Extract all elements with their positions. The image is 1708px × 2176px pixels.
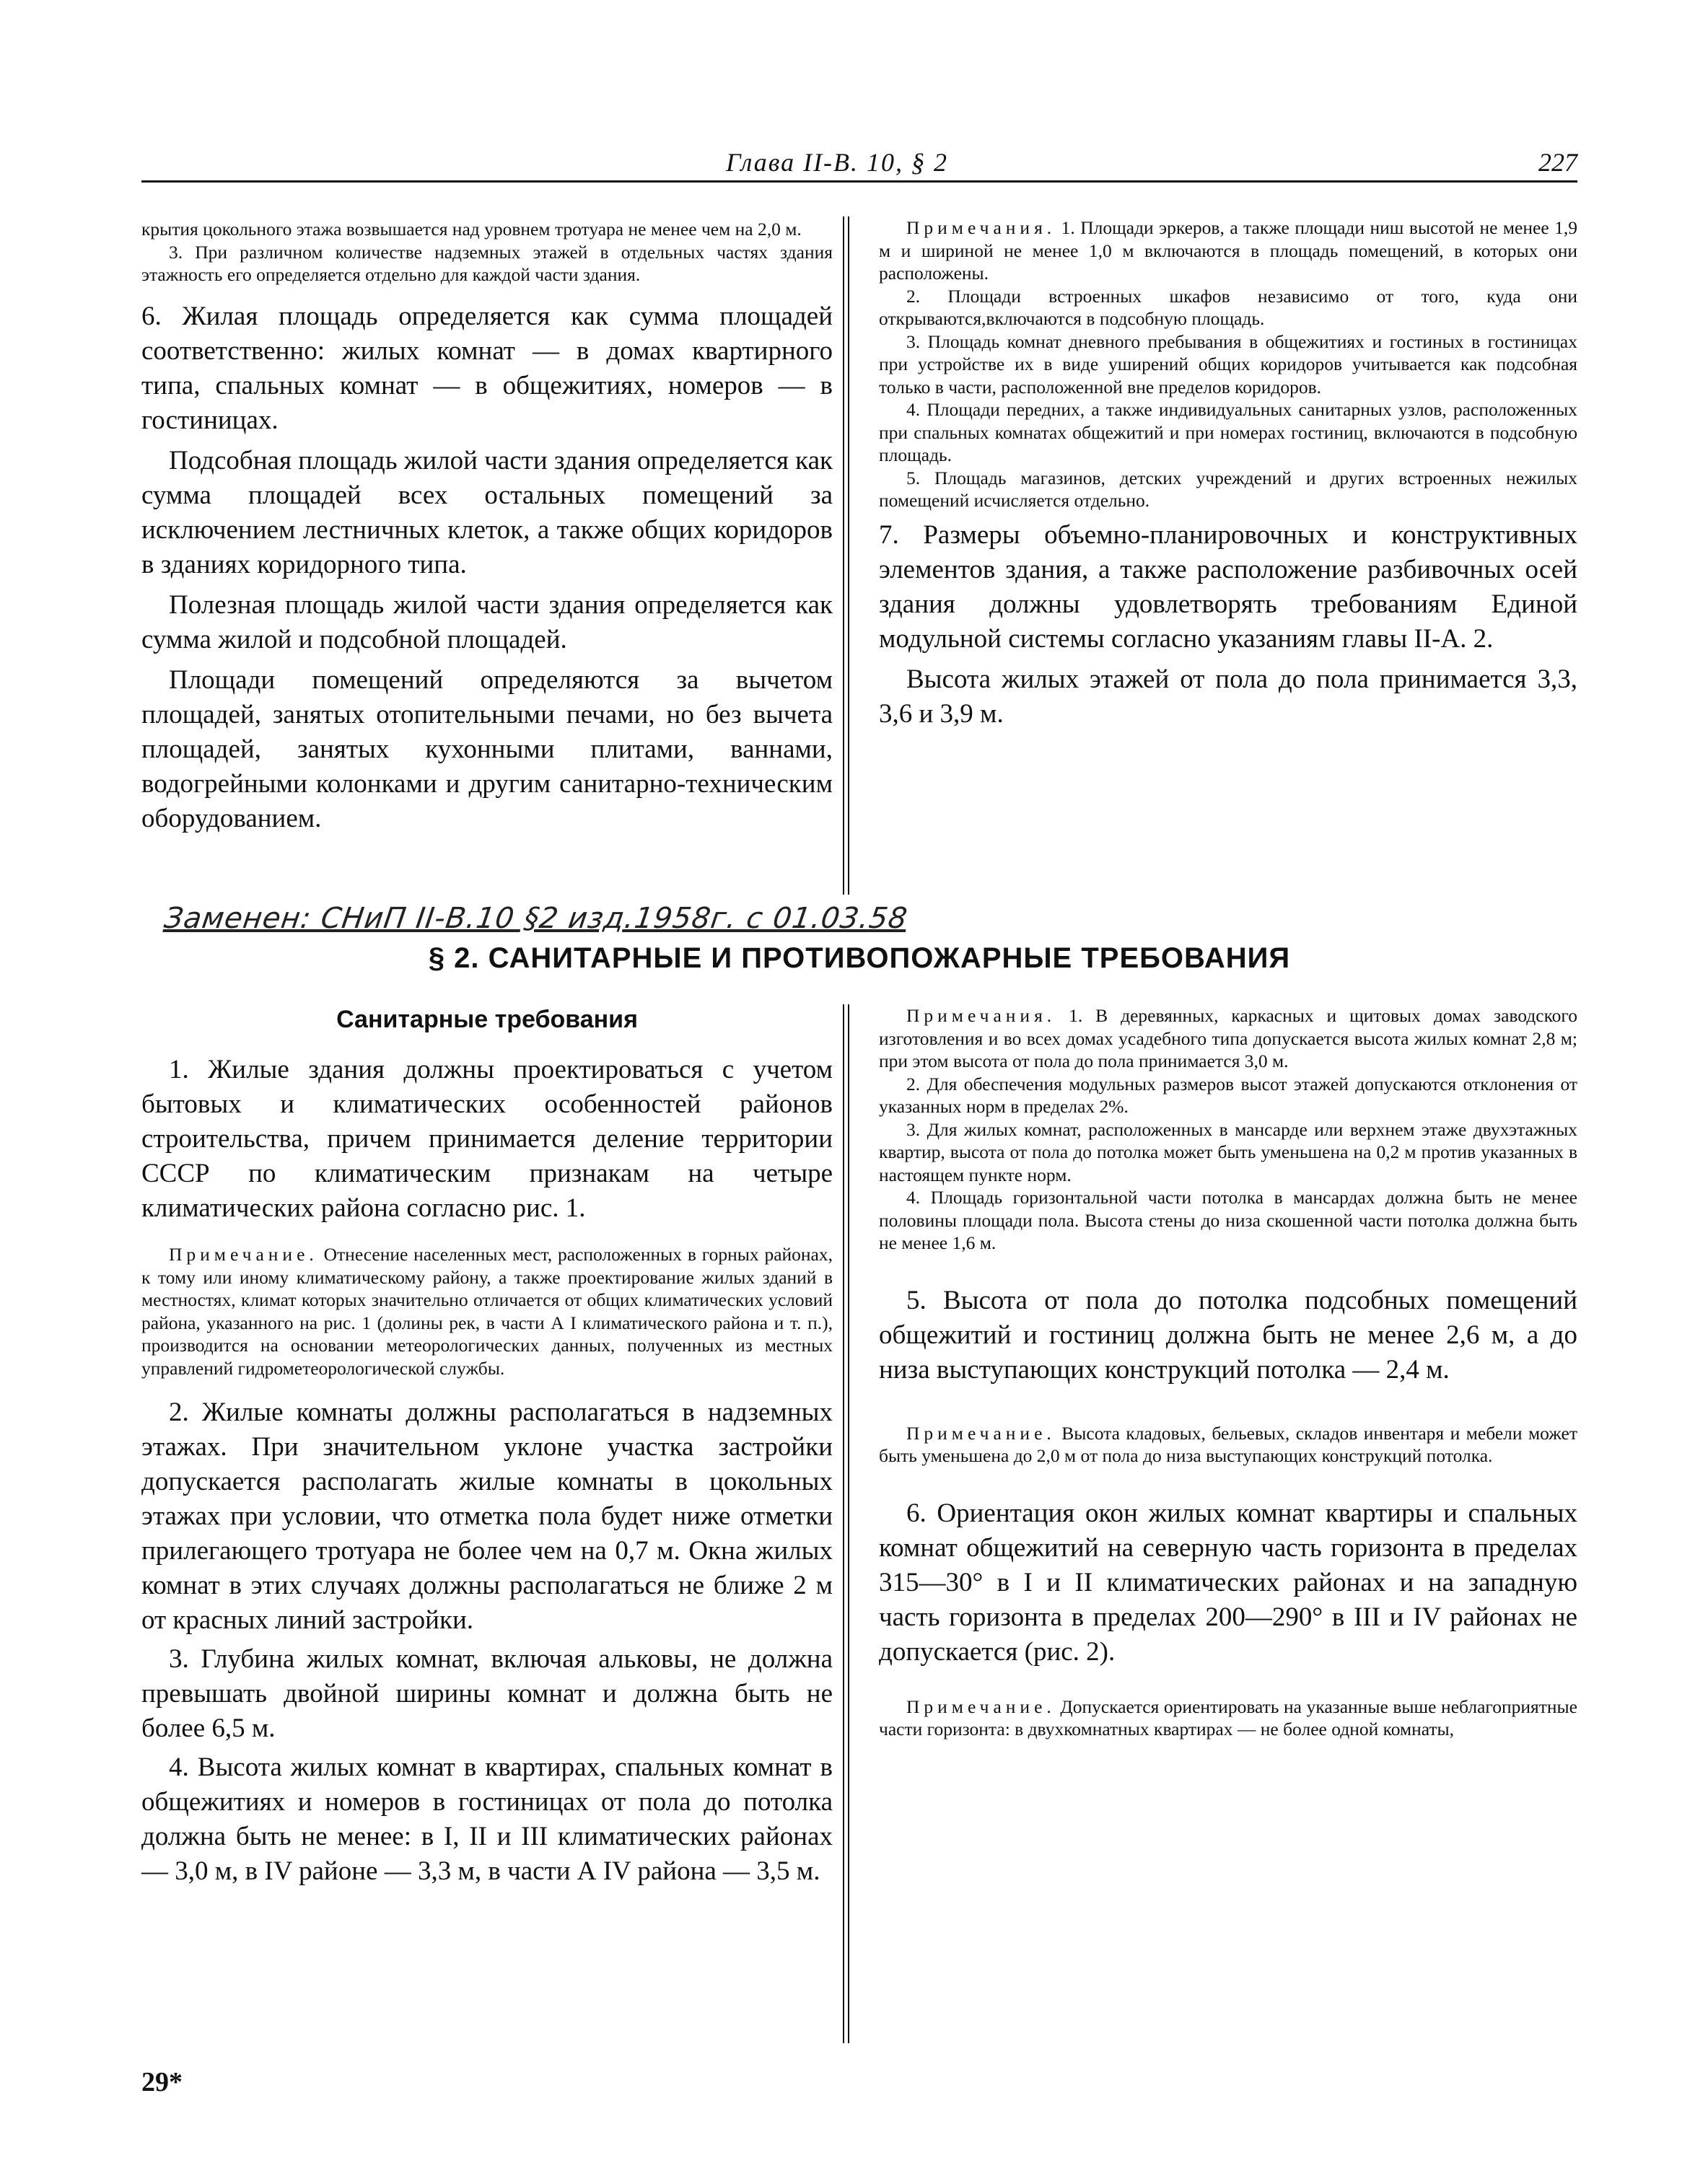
note-label: Примечание.: [906, 1695, 1056, 1717]
paragraph-auxiliary-area: Подсобная площадь жилой части здания определяется как сумма площадей всех остальных помещений за исключением лестничных клеток, а также общих коридоров в зданиях коридорного типа.: [141, 445, 833, 579]
paragraph-1-climate: 1. Жилые здания должны проектироваться с учетом бытовых и климатических особенностей районов строительства, причем принимается деление территории СССР по климатическим признакам на четыре климатических района согласно рис. 1.: [141, 1055, 833, 1223]
note-3-attic-rooms: 3. Для жилых комнат, расположенных в мансарде или верхнем этаже двухэтажных квартир, высота от пола до потолка может быть уменьшена на 0,2 м против указанных в настоящем пункте норм.: [879, 1118, 1577, 1185]
signature-mark: 29*: [141, 2067, 183, 2097]
page-number: 227: [1538, 148, 1577, 177]
note-4-attic-ceiling: 4. Площадь горизонтальной части потолка в мансардах должна быть не менее половины площади пола. Высота стены до низа скошенной части потолка должна быть не менее 1,6 м.: [879, 1187, 1577, 1253]
paragraph-4-room-height: 4. Высота жилых комнат в квартирах, спальных комнат в общежитиях и номеров в гостиницах от пола до потолка должна быть не менее: в I, II и III климатических районах — 3,0 м, в IV районе — 3,3 м, в части А IV района — 3,5 м.: [141, 1752, 833, 1886]
paragraph-2-above-ground: 2. Жилые комнаты должны располагаться в надземных этажах. При значительном уклоне участка застройки допускается располагать жилые комнаты в цокольных этажах при условии, что отметка пола будет ниже отметки прилегающего тротуара не более чем на 0,7 м. Окна жилых комнат в этих случаях должны располагаться не ближе 2 м от красных линий застройки.: [141, 1398, 833, 1635]
subsection-heading: Санитарные требования: [336, 1006, 638, 1033]
paragraph-6-living-area: 6. Жилая площадь определяется как сумма площадей соответственно: жилых комнат — в домах квартирного типа, спальных комнат — в общежитиях, номеров — в гостиницах.: [141, 301, 833, 435]
paragraph-7-modular-system: 7. Размеры объемно-планировочных и конструктивных элементов здания, а также расположение разбивочных осей здания должны удовлетворять требованиям Единой модульной системы согласно указаниям главы II-А. 2.: [879, 519, 1577, 654]
note-3-day-rooms: 3. Площадь комнат дневного пребывания в общежитиях и гостиных в гостиницах при устройстве их в виде уширений общих коридоров учитывается как подсобная только в части, расположенной вне пределов коридоров.: [879, 330, 1577, 398]
handwritten-annotation: Заменен: СНиП II-В.10 §2 изд.1958г. с 01.03.58: [162, 902, 910, 935]
bottom-right-column: [879, 1004, 1577, 1741]
bottom-left-column: [141, 1006, 833, 1889]
note-1-bay-windows: 1. Площади эркеров, а также площади ниш высотой не менее 1,9 м и шириной не менее 1,0 м включаются в площадь помещений, в которых они расположены.: [879, 217, 1577, 284]
note-orientation-exception: Допускается ориентировать на указанные выше неблагоприятные части горизонта: в двухкомнатных квартирах — не более одной комнаты,: [879, 1695, 1577, 1740]
note-4-hallways: 4. Площади передних, а также индивидуальных санитарных узлов, расположенных при спальных комнатах общежитий и при номерах гостиниц, включаются в подсобную площадь.: [879, 399, 1577, 465]
notes-label: Примечания.: [906, 1005, 1056, 1026]
note-5-shops: 5. Площадь магазинов, детских учреждений и других встроенных нежилых помещений исчисляется отдельно.: [879, 467, 1577, 511]
paragraph-useful-area: Полезная площадь жилой части здания определяется как сумма жилой и подсобной площадей.: [141, 589, 833, 654]
paragraph-room-areas: Площади помещений определяются за вычетом площадей, занятых отопительными печами, но без вычета площадей, занятых кухонными плитами, ваннами, водогрейными колонками и другим санитарно-техническим оборудованием.: [141, 664, 833, 833]
notes-label: Примечания.: [906, 217, 1056, 238]
note-label: Примечание.: [169, 1244, 318, 1265]
note-label: Примечание.: [906, 1422, 1056, 1444]
chapter-reference: Глава II-В. 10, § 2: [726, 148, 949, 177]
paragraph-floor-heights: Высота жилых этажей от пола до пола принимается 3,3, 3,6 и 3,9 м.: [879, 664, 1577, 729]
note-2-modular-heights: 2. Для обеспечения модульных размеров высот этажей допускаются отклонения от указанных норм в пределах 2%.: [879, 1073, 1577, 1117]
note-storage-height: Высота кладовых, бельевых, складов инвентаря и мебели может быть уменьшена до 2,0 м от пола до низа выступающих конструкций потолка.: [879, 1422, 1577, 1466]
column-divider-bottom: [843, 1004, 849, 2043]
paragraph-3-floors: 3. При различном количестве надземных этажей в отдельных частях здания этажность его определяется отдельно для каждой части здания.: [141, 241, 833, 285]
running-header: [141, 147, 1577, 183]
top-right-column: [879, 216, 1577, 732]
top-left-column: [141, 218, 833, 836]
note-1-wooden-houses: 1. В деревянных, каркасных и щитовых домах заводского изготовления и во всех домах усадебного типа допускается высота жилых комнат 2,8 м; при этом высота от пола до пола принимается 3,0 м.: [879, 1005, 1577, 1071]
note-2-built-in-closets: 2. Площади встроенных шкафов независимо от того, куда они открываются,включаются в подсобную площадь.: [879, 285, 1577, 329]
section-heading: § 2. САНИТАРНЫЕ И ПРОТИВОПОЖАРНЫЕ ТРЕБОВАНИЯ: [428, 942, 1291, 974]
paragraph-6-window-orientation: 6. Ориентация окон жилых комнат квартиры и спальных комнат общежитий на северную часть горизонта в пределах 315—30° в I и II климатических районах и на западную часть горизонта в пределах 200—290° в III и IV районах не допускается (рис. 2).: [879, 1498, 1577, 1667]
note-mountain-regions: Отнесение населенных мест, расположенных в горных районах, к тому или иному климатическому району, а также проектирование жилых зданий в местностях, климат которых значительно отличается от общих климатических условий района, указанного на рис. 1 (долины рек, в части А I климатического района и т. п.), производится на основании метеорологических данных, полученных из местных управлений гидрометеорологической службы.: [141, 1244, 833, 1379]
continued-paragraph: крытия цокольного этажа возвышается над уровнем тротуара не менее чем на 2,0 м.: [141, 219, 802, 240]
column-divider-top: [843, 216, 849, 895]
paragraph-3-room-depth: 3. Глубина жилых комнат, включая альковы, не должна превышать двойной ширины комнат и должна быть не более 6,5 м.: [141, 1644, 833, 1743]
paragraph-5-auxiliary-height: 5. Высота от пола до потолка подсобных помещений общежитий и гостиниц должна быть не менее 2,6 м, а до низа выступающих конструкций потолка — 2,4 м.: [879, 1285, 1577, 1385]
